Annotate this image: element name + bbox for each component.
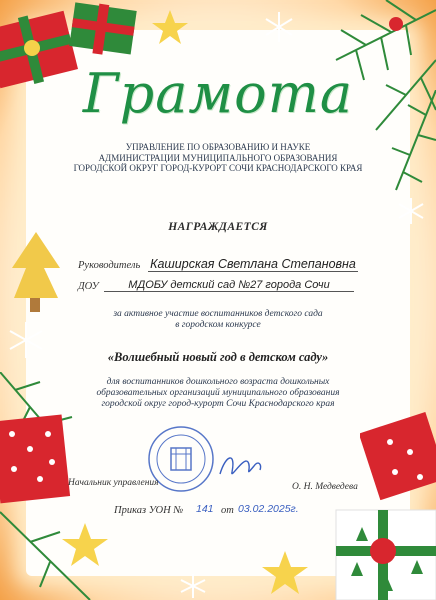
gift-box-icon xyxy=(60,0,150,60)
star-icon xyxy=(150,8,190,48)
organization-line: ГОРОДСКОЙ ОКРУГ ГОРОД-КУРОРТ СОЧИ КРАСНОДАРСКОГО КРАЯ xyxy=(73,163,363,173)
order-label: Приказ УОН № xyxy=(114,505,184,516)
institution-label: ДОУ xyxy=(78,281,99,292)
organization-line: АДМИНИСТРАЦИИ МУНИЦИПАЛЬНОГО ОБРАЗОВАНИЯ xyxy=(98,152,338,163)
gift-box-icon xyxy=(0,404,72,514)
star-icon xyxy=(60,520,110,570)
award-reason xyxy=(60,309,376,331)
signatory-name: О. Н. Медведева xyxy=(292,482,358,492)
order-from-label: от xyxy=(221,505,234,516)
certificate-title: Грамота xyxy=(82,62,354,125)
organization-line: УПРАВЛЕНИЕ ПО ОБРАЗОВАНИЮ И НАУКЕ xyxy=(125,142,311,152)
contest-name: «Волшебный новый год в детском саду» xyxy=(107,350,329,364)
snowflake-icon xyxy=(262,10,296,44)
gift-box-icon xyxy=(360,412,436,502)
audience-line: городской округ город-курорт Сочи Краснодарского края xyxy=(101,399,335,409)
award-heading: НАГРАЖДАЕТСЯ xyxy=(168,221,268,233)
recipient-label: Руководитель xyxy=(78,260,141,271)
signatory-title: Начальник управления xyxy=(68,478,159,488)
reason-line: в городском конкурсе xyxy=(175,320,261,330)
reason-line: за активное участие воспитанников детского сада xyxy=(113,309,323,319)
gift-box-icon xyxy=(326,496,436,600)
order-number: 141 xyxy=(196,503,214,515)
audience-description xyxy=(60,377,376,410)
star-icon xyxy=(260,548,310,598)
recipient-name: Каширская Светлана Степановна xyxy=(148,257,358,272)
audience-line: для воспитанников дошкольного возраста дошкольных xyxy=(106,377,330,387)
audience-line: образовательных организаций муниципального образования xyxy=(96,388,340,398)
signature-icon xyxy=(214,444,266,484)
christmas-tree-icon xyxy=(0,228,60,328)
order-date: 03.02.2025г. xyxy=(238,503,299,515)
institution-name: МДОБУ детский сад №27 города Сочи xyxy=(104,279,354,292)
issuing-organization xyxy=(60,142,376,174)
snowflake-icon xyxy=(178,572,208,600)
